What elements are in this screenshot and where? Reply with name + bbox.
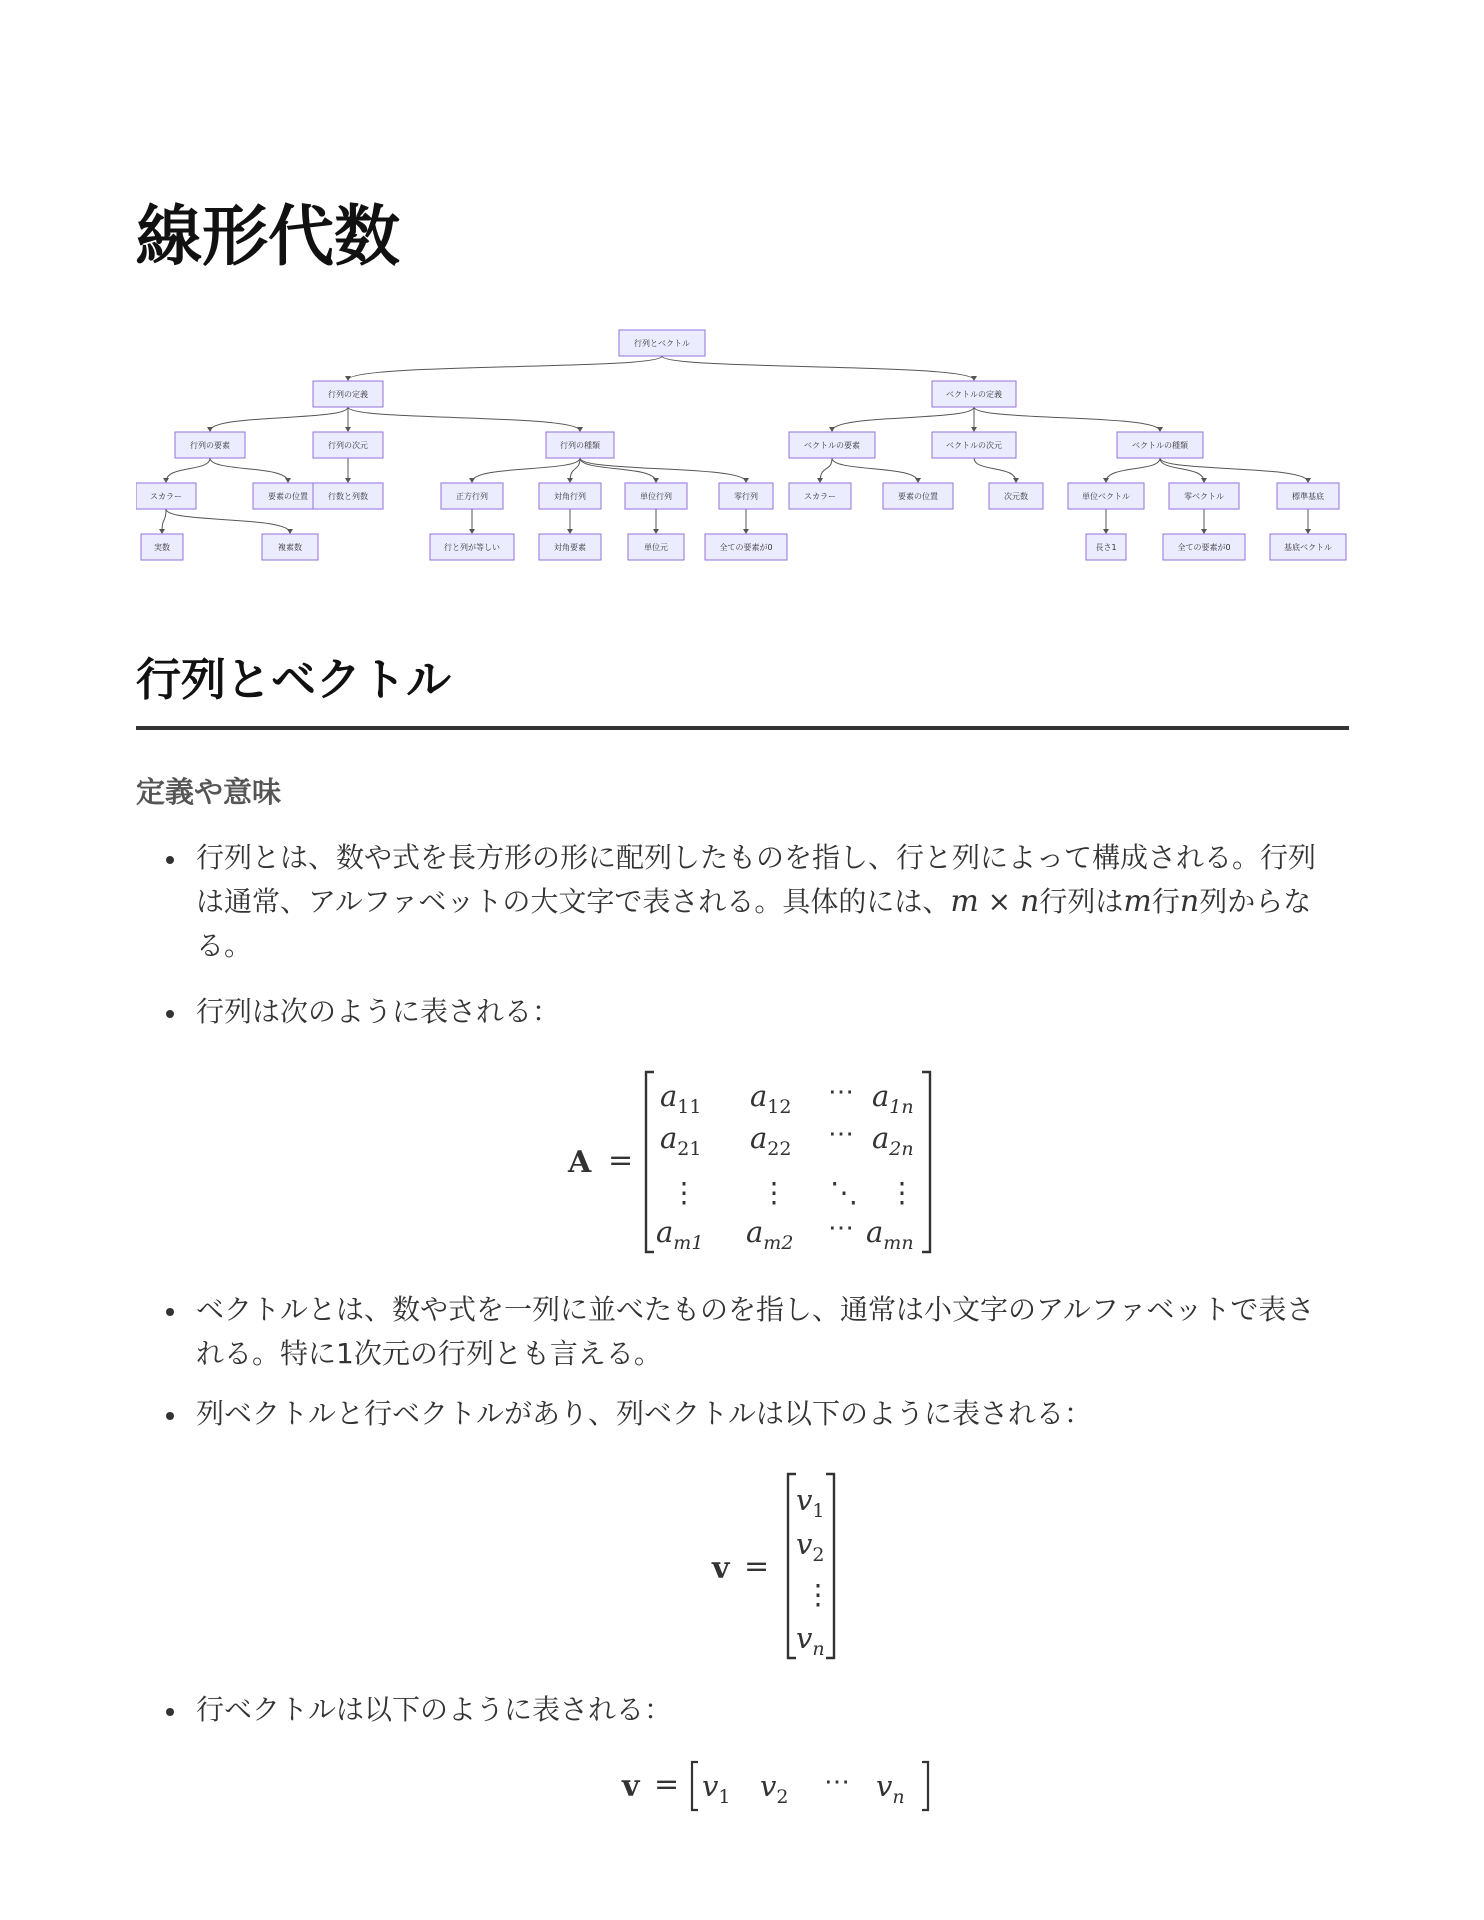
tree-node-real bbox=[141, 534, 183, 560]
right-bracket bbox=[826, 1474, 834, 1658]
tree-node-label: 零行列 bbox=[734, 492, 758, 501]
section-heading: 行列とベクトル bbox=[136, 648, 1349, 730]
tree-edge-arrow bbox=[469, 478, 475, 483]
tree-node-std-basis bbox=[1277, 483, 1339, 509]
tree-edge bbox=[1160, 458, 1204, 482]
tree-node-label: 行列の種類 bbox=[560, 441, 600, 450]
subsection-heading: 定義や意味 bbox=[136, 775, 282, 809]
matrix-symbol-A: A bbox=[568, 1145, 592, 1180]
tree-node-label: 対角行列 bbox=[554, 492, 586, 501]
text-run: 行列とは、数や式を長方形の形に配列したものを指し、行と列によって構成される。行列は通常、アルファベットの大文字で表される。具体的には、 bbox=[196, 841, 1317, 918]
tree-node-label: 単位行列 bbox=[640, 492, 672, 501]
tree-node-label: 要素の位置 bbox=[268, 492, 308, 501]
tree-edge-arrow bbox=[1201, 529, 1207, 534]
matrix-row-2 bbox=[660, 1119, 914, 1160]
row-vector-equation bbox=[620, 1756, 940, 1816]
tree-node-label: ベクトルの定義 bbox=[946, 390, 1002, 399]
tree-node-matrix-def bbox=[313, 381, 383, 407]
bullet-vector-definition bbox=[196, 1288, 1326, 1376]
tree-edge-arrow bbox=[1013, 478, 1019, 483]
tree-edge-arrow bbox=[653, 478, 659, 483]
tree-edge-arrow bbox=[829, 427, 835, 432]
tree-node-length1 bbox=[1086, 534, 1126, 560]
tree-edge-arrow bbox=[817, 478, 823, 483]
tree-node-v-kind bbox=[1117, 432, 1203, 458]
tree-edge-arrow bbox=[1305, 478, 1311, 483]
vdots: ⋮ bbox=[670, 1176, 698, 1209]
vector-symbol-v: v bbox=[622, 1769, 640, 1804]
tree-edge-arrow bbox=[163, 478, 169, 483]
tree-node-label: 正方行列 bbox=[456, 492, 488, 501]
tree-node-label: 長さ1 bbox=[1095, 543, 1117, 552]
text-run: 行 bbox=[1151, 885, 1180, 918]
text-run: 行列は bbox=[1039, 885, 1124, 918]
tree-edge bbox=[348, 356, 662, 380]
tree-node-m-elem bbox=[175, 432, 245, 458]
text-run: 列からなる。 bbox=[196, 885, 1312, 962]
tree-node-label: ベクトルの種類 bbox=[1132, 441, 1188, 450]
entry-am1: $a_{m1}$ bbox=[656, 1215, 704, 1254]
left-bracket bbox=[646, 1072, 654, 1252]
tree-node-unit-elem bbox=[628, 534, 684, 560]
bullet-text bbox=[196, 836, 1326, 968]
tree-node-m-scalar bbox=[136, 483, 196, 509]
bullet-row-vector bbox=[196, 1688, 1326, 1732]
tree-node-m-rowscols bbox=[313, 483, 383, 509]
vdots: ⋮ bbox=[888, 1176, 916, 1209]
entry-vn: $v_n$ bbox=[796, 1621, 825, 1660]
tree-edge bbox=[210, 458, 288, 482]
left-bracket bbox=[692, 1762, 698, 1810]
tree-node-label: 要素の位置 bbox=[898, 492, 938, 501]
tree-node-label: 行と列が等しい bbox=[444, 543, 500, 552]
tree-node-zero-vec bbox=[1169, 483, 1239, 509]
tree-node-label: スカラー bbox=[150, 492, 182, 501]
entry-a11: $a_{11}$ bbox=[660, 1079, 702, 1118]
entry-v2: $v_2$ bbox=[796, 1527, 825, 1566]
tree-node-label: 複素数 bbox=[278, 543, 302, 552]
entry-a12: $a_{12}$ bbox=[750, 1079, 792, 1118]
tree-node-zero-matrix bbox=[719, 483, 773, 509]
tree-edge-arrow bbox=[287, 529, 293, 534]
tree-node-label: 単位ベクトル bbox=[1082, 492, 1130, 501]
tree-edge-arrow bbox=[915, 478, 921, 483]
cdots: ⋯ bbox=[828, 1213, 854, 1243]
tree-edge bbox=[832, 407, 974, 431]
tree-edge-arrow bbox=[345, 478, 351, 483]
concept-tree-diagram bbox=[136, 326, 1349, 588]
right-bracket bbox=[922, 1762, 928, 1810]
tree-edge bbox=[580, 458, 746, 482]
entry-amn: $a_{mn}$ bbox=[866, 1215, 914, 1254]
bullet-text: ベクトルとは、数や式を一列に並べたものを指し、通常は小文字のアルファベットで表される。特に1次元の行列とも言える。 bbox=[196, 1293, 1315, 1370]
tree-edge bbox=[1106, 458, 1160, 482]
left-bracket bbox=[788, 1474, 796, 1658]
tree-node-vector-def bbox=[932, 381, 1016, 407]
vdots: ⋮ bbox=[760, 1176, 788, 1209]
entry-v1: $v_1$ bbox=[796, 1483, 825, 1522]
tree-edge-arrow bbox=[743, 529, 749, 534]
tree-edge bbox=[210, 407, 348, 431]
tree-edge-arrow bbox=[1157, 427, 1163, 432]
tree-edge-arrow bbox=[159, 529, 165, 534]
tree-edge bbox=[832, 458, 918, 482]
tree-node-label: 次元数 bbox=[1004, 492, 1028, 501]
math-m: m bbox=[1123, 884, 1152, 919]
tree-edge bbox=[472, 458, 580, 482]
tree-edge bbox=[662, 356, 974, 380]
tree-node-label: 標準基底 bbox=[1292, 492, 1324, 501]
matrix-row-1 bbox=[660, 1077, 914, 1118]
tree-node-basis-vec bbox=[1270, 534, 1346, 560]
tree-edge-arrow bbox=[1305, 529, 1311, 534]
tree-node-label: 対角要素 bbox=[554, 543, 586, 552]
right-bracket bbox=[922, 1072, 930, 1252]
tree-node-label: 単位元 bbox=[644, 543, 668, 552]
equals-sign: = bbox=[608, 1143, 634, 1178]
tree-node-all-zero-v bbox=[1163, 534, 1245, 560]
tree-edge-arrow bbox=[743, 478, 749, 483]
bullet-column-vector bbox=[196, 1392, 1326, 1436]
tree-edge-arrow bbox=[971, 376, 977, 381]
matrix-equation bbox=[566, 1062, 1006, 1262]
tree-node-unit-vec bbox=[1068, 483, 1144, 509]
bullet-text: 行列は次のように表される： bbox=[196, 995, 561, 1028]
tree-node-v-pos bbox=[883, 483, 953, 509]
entry-v1: $v_1$ bbox=[702, 1769, 731, 1808]
tree-edge-arrow bbox=[1103, 529, 1109, 534]
bullet-matrix-notation bbox=[196, 990, 1326, 1034]
tree-edge-arrow bbox=[567, 529, 573, 534]
tree-edge-arrow bbox=[971, 427, 977, 432]
equals-sign: = bbox=[744, 1549, 770, 1584]
page-title: 線形代数 bbox=[136, 198, 400, 275]
entry-a22: $a_{22}$ bbox=[750, 1121, 792, 1160]
tree-edge-arrow bbox=[345, 427, 351, 432]
vdots: ⋮ bbox=[804, 1578, 832, 1611]
entry-a1n: $a_{1n}$ bbox=[872, 1079, 914, 1118]
tree-node-label: 実数 bbox=[154, 543, 170, 552]
tree-edge bbox=[1160, 458, 1308, 482]
vector-symbol-v: v bbox=[712, 1551, 730, 1586]
tree-edge bbox=[348, 407, 580, 431]
math-n: n bbox=[1020, 884, 1040, 919]
tree-node-label: ベクトルの次元 bbox=[946, 441, 1002, 450]
entry-a2n: $a_{2n}$ bbox=[872, 1121, 914, 1160]
math-n: n bbox=[1179, 884, 1200, 919]
matrix-row-dots bbox=[670, 1176, 916, 1209]
tree-node-v-elem bbox=[789, 432, 875, 458]
tree-edge-arrow bbox=[577, 427, 583, 432]
tree-node-label: 零ベクトル bbox=[1184, 492, 1224, 501]
entry-vn: $v_n$ bbox=[876, 1769, 905, 1808]
tree-node-diag-elem bbox=[539, 534, 601, 560]
math-m: m bbox=[950, 884, 979, 919]
tree-node-square bbox=[441, 483, 503, 509]
tree-node-label: ベクトルの要素 bbox=[804, 441, 860, 450]
tree-node-v-scalar bbox=[789, 483, 851, 509]
tree-edge-arrow bbox=[1201, 478, 1207, 483]
tree-edge bbox=[974, 458, 1016, 482]
tree-edge bbox=[166, 509, 290, 533]
entry-v2: $v_2$ bbox=[760, 1769, 789, 1808]
ddots: ⋱ bbox=[830, 1176, 858, 1209]
tree-node-v-dimcount bbox=[989, 483, 1043, 509]
tree-edge-arrow bbox=[567, 478, 573, 483]
matrix-row-m bbox=[656, 1213, 914, 1254]
bullet-matrix-definition bbox=[196, 836, 1326, 968]
tree-node-label: スカラー bbox=[804, 492, 836, 501]
tree-edge-arrow bbox=[345, 376, 351, 381]
tree-edge-arrow bbox=[207, 427, 213, 432]
tree-node-label: 全ての要素が0 bbox=[1177, 543, 1231, 552]
tree-node-rows-eq-cols bbox=[430, 534, 514, 560]
tree-edge bbox=[580, 458, 656, 482]
tree-node-label: 全ての要素が0 bbox=[719, 543, 773, 552]
tree-node-label: 行列の要素 bbox=[190, 441, 230, 450]
tree-node-root bbox=[619, 330, 705, 356]
bullet-text: 列ベクトルと行ベクトルがあり、列ベクトルは以下のように表される： bbox=[196, 1397, 1093, 1430]
entry-a21: $a_{21}$ bbox=[660, 1121, 702, 1160]
tree-edge-arrow bbox=[285, 478, 291, 483]
math-times: × bbox=[978, 885, 1021, 918]
column-vector-equation bbox=[710, 1466, 850, 1666]
tree-node-m-dim bbox=[313, 432, 383, 458]
tree-node-label: 基底ベクトル bbox=[1284, 543, 1332, 552]
bullet-text: 行ベクトルは以下のように表される： bbox=[196, 1693, 673, 1726]
tree-edge bbox=[974, 407, 1160, 431]
equals-sign: = bbox=[654, 1767, 680, 1802]
tree-node-label: 行列の定義 bbox=[328, 390, 368, 399]
tree-node-m-kind bbox=[546, 432, 614, 458]
cdots: ⋯ bbox=[824, 1767, 850, 1797]
tree-node-complex bbox=[262, 534, 318, 560]
tree-node-diagonal bbox=[539, 483, 601, 509]
tree-node-label: 行数と列数 bbox=[328, 492, 368, 501]
entry-am2: $a_{m2}$ bbox=[746, 1215, 794, 1254]
tree-node-identity bbox=[625, 483, 687, 509]
tree-edge-arrow bbox=[469, 529, 475, 534]
cdots: ⋯ bbox=[828, 1077, 854, 1107]
tree-node-label: 行列の次元 bbox=[328, 441, 368, 450]
tree-node-v-dim bbox=[932, 432, 1016, 458]
tree-node-all-zero-m bbox=[705, 534, 787, 560]
tree-edge bbox=[166, 458, 210, 482]
tree-edge-arrow bbox=[1103, 478, 1109, 483]
tree-node-label: 行列とベクトル bbox=[634, 339, 690, 348]
tree-edge-arrow bbox=[653, 529, 659, 534]
cdots: ⋯ bbox=[828, 1119, 854, 1149]
